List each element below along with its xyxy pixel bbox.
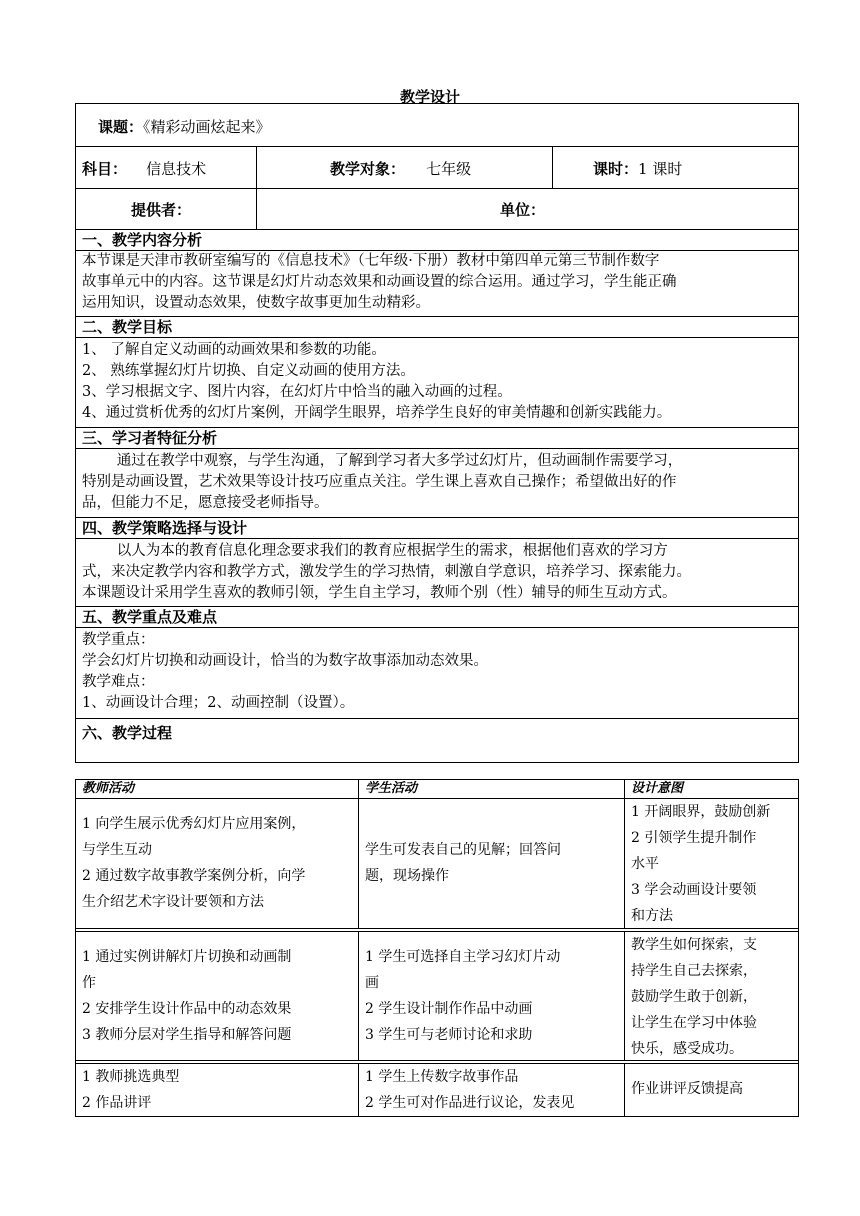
cell-line: 2 安排学生设计作品中的动态效果 [82, 1001, 292, 1017]
section-5-body [76, 628, 798, 719]
cell-line: 2 作品讲评 [82, 1095, 152, 1111]
body-line: 1、动画设计合理；2、动画控制（设置）。 [82, 695, 355, 711]
table-row [75, 799, 799, 929]
subject-label: 科目： [82, 160, 128, 178]
table-row [75, 1063, 799, 1117]
process-table-header [75, 779, 799, 799]
body-line: 故事单元中的内容。这节课是幻灯片动态效果和动画设置的综合运用。通过学习，学生能正确 [82, 274, 677, 290]
body-line: 本节课是天津市教研室编写的《信息技术》（七年级·下册）教材中第四单元第三节制作数字 [82, 253, 660, 269]
cell-line: 教学生如何探索，支 [631, 937, 757, 953]
section-heading: 二、教学目标 [82, 318, 173, 336]
body-line: 教学难点： [82, 674, 155, 690]
cell-line: 持学生自己去探索， [631, 963, 757, 979]
table-row [75, 931, 799, 1061]
section-heading: 四、教学策略选择与设计 [82, 519, 248, 537]
section-1-heading-row [76, 230, 798, 251]
cell-line: 1 向学生展示优秀幻灯片应用案例， [82, 816, 306, 832]
cell-line: 与学生互动 [82, 842, 152, 858]
cell-line: 1 学生上传数字故事作品 [365, 1069, 519, 1085]
body-line: 学会幻灯片切换和动画设计，恰当的为数字故事添加动态效果。 [82, 653, 488, 669]
cell-line: 1 教师挑选典型 [82, 1069, 180, 1085]
provider-label: 提供者： [131, 201, 192, 219]
section-2-body [76, 338, 798, 428]
cell-line: 2 通过数字故事教学案例分析，向学 [82, 868, 306, 884]
topic-row [76, 104, 798, 147]
body-line: 1、 了解自定义动画的动画效果和参数的功能。 [82, 342, 386, 358]
cell-line: 3 教师分层对学生指导和解答问题 [82, 1027, 292, 1043]
column-header: 学生活动 [365, 781, 418, 796]
body-line: 以人为本的教育信息化理念要求我们的教育应根据学生的需求，根据他们喜欢的学习方 [116, 543, 668, 559]
column-header: 设计意图 [631, 781, 684, 796]
cell-line: 1 学生可选择自主学习幻灯片动 [365, 949, 561, 965]
section-3-heading-row [76, 428, 798, 449]
subject-value: 信息技术 [146, 160, 207, 178]
audience-value: 七年级 [426, 160, 472, 178]
cell-line: 水平 [631, 856, 659, 872]
process-table [75, 779, 799, 1117]
section-heading: 三、学习者特征分析 [82, 429, 218, 447]
cell-line: 2 引领学生提升制作 [631, 830, 757, 846]
body-line: 品，但能力不足，愿意接受老师指导。 [82, 495, 329, 511]
column-header: 教师活动 [82, 781, 135, 796]
section-3-body [76, 449, 798, 518]
cell-line: 快乐，感受成功。 [631, 1041, 743, 1057]
body-line: 本课题设计采用学生喜欢的教师引领，学生自主学习，教师个别（性）辅导的师生互动方式。 [82, 585, 677, 601]
cell-line: 学生可发表自己的见解；回答问 [365, 842, 561, 858]
section-4-body [76, 539, 798, 607]
lesson-plan-table [75, 103, 799, 763]
cell-line: 题，现场操作 [365, 868, 449, 884]
topic-value: 《精彩动画炫起来》 [143, 118, 271, 136]
body-line: 通过在教学中观察，与学生沟通，了解到学习者大多学过幻灯片，但动画制作需要学习， [116, 453, 683, 469]
cell-line: 让学生在学习中体验 [631, 1015, 757, 1031]
section-6-heading-row [76, 719, 798, 762]
section-heading: 六、教学过程 [82, 724, 173, 742]
section-heading: 一、教学内容分析 [82, 231, 203, 249]
cell-line: 3 学生可与老师讨论和求助 [365, 1027, 533, 1043]
cell-line: 鼓励学生敢于创新， [631, 989, 757, 1005]
hours-value: 1 课时 [638, 160, 683, 178]
audience-label: 教学对象： [330, 160, 406, 178]
provider-row [76, 189, 798, 230]
section-2-heading-row [76, 317, 798, 338]
cell-line: 作业讲评反馈提高 [631, 1081, 743, 1097]
body-line: 3、学习根据文字、图片内容，在幻灯片中恰当的融入动画的过程。 [82, 384, 512, 400]
topic-label: 课题： [98, 118, 144, 136]
cell-line: 生介绍艺术字设计要领和方法 [82, 894, 264, 910]
subject-row [76, 147, 798, 189]
cell-line: 1 开阔眼界，鼓励创新 [631, 804, 771, 820]
section-5-heading-row [76, 607, 798, 628]
body-line: 2、 熟练掌握幻灯片切换、自定义动画的使用方法。 [82, 363, 415, 379]
body-line: 教学重点： [82, 632, 155, 648]
cell-line: 2 学生设计制作作品中动画 [365, 1001, 533, 1017]
section-1-body [76, 251, 798, 317]
cell-line: 2 学生可对作品进行议论，发表见 [365, 1095, 575, 1111]
body-line: 运用知识，设置动态效果，使数字故事更加生动精彩。 [82, 295, 430, 311]
cell-line: 3 学会动画设计要领 [631, 882, 757, 898]
body-line: 4、通过赏析优秀的幻灯片案例，开阔学生眼界，培养学生良好的审美情趣和创新实践能力。 [82, 405, 672, 421]
cell-line: 1 通过实例讲解灯片切换和动画制 [82, 949, 292, 965]
cell-line: 和方法 [631, 908, 673, 924]
page-title: 教学设计 [399, 88, 460, 106]
unit-label: 单位： [500, 201, 546, 219]
body-line: 式，来决定教学内容和教学方式，激发学生的学习热情，刺激自学意识，培养学习、探索能力。 [82, 564, 691, 580]
cell-line: 画 [365, 975, 379, 991]
body-line: 特别是动画设置，艺术效果等设计技巧应重点关注。学生课上喜欢自己操作；希望做出好的作 [82, 474, 677, 490]
section-heading: 五、教学重点及难点 [82, 608, 218, 626]
cell-line: 作 [82, 975, 96, 991]
hours-label: 课时： [593, 160, 639, 178]
section-4-heading-row [76, 518, 798, 539]
